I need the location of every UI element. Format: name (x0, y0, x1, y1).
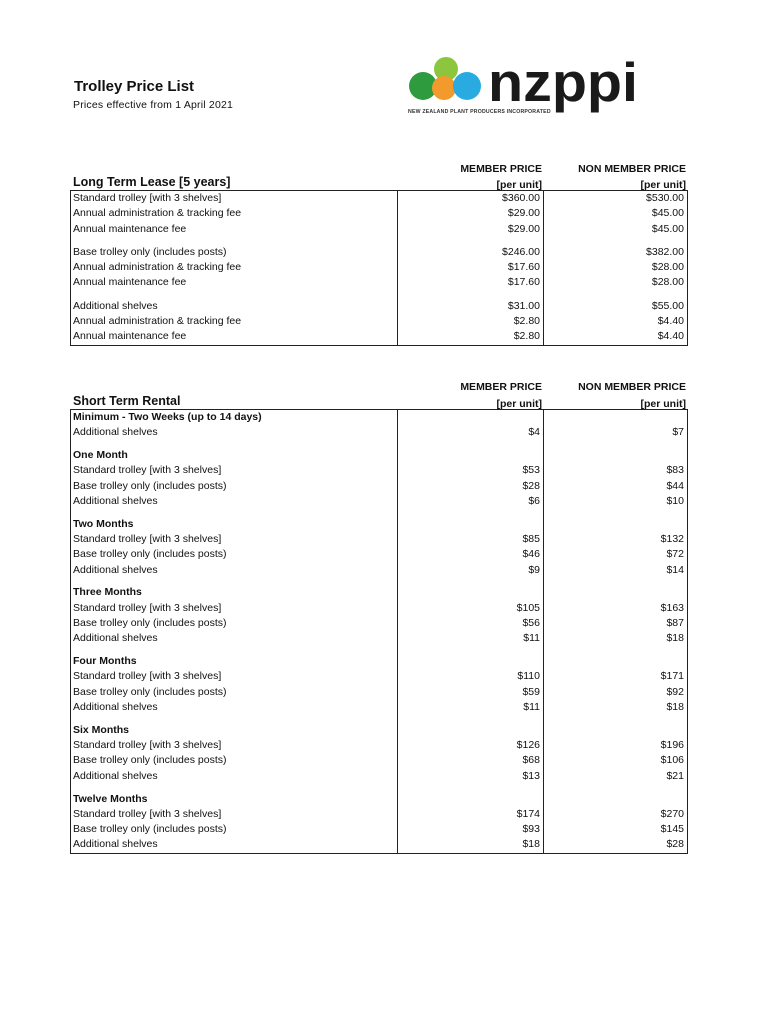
row-label: Annual maintenance fee (73, 276, 187, 289)
non-member-price: $45.00 (651, 207, 684, 220)
logo-wordmark: nzppi (488, 55, 638, 113)
group-heading-row (71, 448, 687, 463)
member-price: $28 (522, 479, 540, 492)
row-label: Additional shelves (73, 769, 158, 782)
table-row (71, 463, 687, 478)
non-member-price: $28.00 (651, 261, 684, 274)
lt-nonmember-header-label: NON MEMBER PRICE (578, 163, 686, 175)
lt-member-header (420, 161, 542, 193)
group-heading-row (71, 654, 687, 669)
page-title: Trolley Price List (74, 78, 195, 95)
row-label: Base trolley only (includes posts) (73, 754, 227, 767)
group-heading-row (71, 517, 687, 532)
table-row (71, 260, 687, 275)
row-label: Additional shelves (73, 299, 158, 312)
non-member-price: $196 (660, 739, 684, 752)
group-spacer (71, 578, 687, 586)
group-heading: One Month (73, 449, 128, 462)
st-nonmember-header (540, 379, 686, 412)
non-member-price: $87 (666, 617, 684, 630)
st-member-header-label: MEMBER PRICE (460, 381, 542, 393)
row-label: Additional shelves (73, 426, 158, 439)
group-spacer (71, 291, 687, 299)
row-label: Annual administration & tracking fee (73, 315, 242, 328)
row-label: Standard trolley [with 3 shelves] (73, 464, 222, 477)
table-row (71, 532, 687, 547)
row-label: Standard trolley [with 3 shelves] (73, 533, 222, 546)
table-row (71, 299, 687, 314)
table-row (71, 822, 687, 837)
member-price: $29.00 (507, 207, 540, 220)
table-row (71, 616, 687, 631)
group-heading: Minimum - Two Weeks (up to 14 days) (73, 411, 262, 423)
row-label: Standard trolley [with 3 shelves] (73, 192, 222, 204)
row-label: Annual administration & tracking fee (73, 207, 242, 220)
non-member-price: $55.00 (651, 299, 684, 312)
member-price: $6 (528, 494, 540, 507)
short-term-title: Short Term Rental (73, 394, 181, 408)
long-term-rows (71, 191, 687, 345)
lt-nonmember-header-unit: [per unit] (640, 179, 686, 191)
short-term-table (70, 409, 688, 854)
row-label: Additional shelves (73, 632, 158, 645)
row-label: Base trolley only (includes posts) (73, 548, 227, 561)
non-member-price: $4.40 (657, 330, 684, 343)
non-member-price: $45.00 (651, 222, 684, 235)
table-row (71, 601, 687, 616)
member-price: $105 (516, 601, 540, 614)
member-price: $46 (522, 548, 540, 561)
member-price: $2.80 (513, 330, 540, 343)
table-row (71, 494, 687, 509)
member-price: $17.60 (507, 276, 540, 289)
member-price: $85 (522, 533, 540, 546)
st-member-header-unit: [per unit] (496, 398, 542, 410)
non-member-price: $171 (660, 670, 684, 683)
st-nonmember-header-label: NON MEMBER PRICE (578, 381, 686, 393)
lt-member-header-unit: [per unit] (496, 179, 542, 191)
short-term-rows (71, 410, 687, 853)
member-price: $110 (517, 670, 540, 683)
non-member-price: $18 (666, 701, 684, 714)
table-row (71, 685, 687, 700)
non-member-price: $7 (672, 426, 684, 439)
non-member-price: $10 (666, 494, 684, 507)
member-price: $17.60 (507, 261, 540, 274)
member-price: $31.00 (507, 299, 540, 312)
group-heading-row (71, 792, 687, 807)
group-spacer (71, 237, 687, 245)
group-heading-row (71, 723, 687, 738)
member-price: $53 (522, 464, 540, 477)
non-member-price: $4.40 (657, 315, 684, 328)
row-label: Additional shelves (73, 494, 158, 507)
non-member-price: $106 (660, 754, 684, 767)
long-term-table (70, 190, 688, 346)
row-label: Additional shelves (73, 701, 158, 714)
member-price: $29.00 (507, 222, 540, 235)
table-row (71, 753, 687, 768)
row-label: Standard trolley [with 3 shelves] (73, 601, 222, 614)
table-row (71, 425, 687, 440)
table-row (71, 807, 687, 822)
logo-circle-orange (432, 76, 456, 100)
table-row (71, 479, 687, 494)
st-member-header (420, 379, 542, 412)
group-heading: Twelve Months (73, 792, 148, 805)
row-label: Standard trolley [with 3 shelves] (73, 670, 222, 683)
table-row (71, 738, 687, 753)
member-price: $68 (522, 754, 540, 767)
logo-tagline: NEW ZEALAND PLANT PRODUCERS INCORPORATED (408, 109, 551, 115)
non-member-price: $21 (666, 769, 684, 782)
member-price: $11 (523, 701, 540, 714)
row-label: Additional shelves (73, 838, 158, 851)
non-member-price: $163 (660, 601, 684, 614)
table-row (71, 191, 687, 206)
non-member-price: $270 (660, 807, 684, 820)
non-member-price: $382.00 (646, 245, 684, 258)
member-price: $11 (523, 632, 540, 645)
group-heading: Six Months (73, 723, 130, 736)
group-spacer (71, 441, 687, 449)
logo-circle-blue (453, 72, 481, 100)
group-heading: Three Months (73, 586, 142, 599)
lt-member-header-label: MEMBER PRICE (460, 163, 542, 175)
non-member-price: $28.00 (651, 276, 684, 289)
page-subtitle: Prices effective from 1 April 2021 (73, 99, 234, 111)
table-row (71, 837, 687, 852)
group-spacer (71, 784, 687, 792)
group-spacer (71, 647, 687, 655)
member-price: $13 (522, 769, 540, 782)
non-member-price: $72 (666, 548, 684, 561)
non-member-price: $132 (660, 533, 684, 546)
table-row (71, 700, 687, 715)
st-nonmember-header-unit: [per unit] (640, 398, 686, 410)
group-heading-row (71, 410, 687, 425)
table-row (71, 206, 687, 221)
row-label: Annual maintenance fee (73, 330, 187, 343)
table-row (71, 769, 687, 784)
non-member-price: $83 (666, 464, 684, 477)
row-label: Base trolley only (includes posts) (73, 617, 227, 630)
group-spacer (71, 509, 687, 517)
member-price: $4 (528, 426, 540, 439)
row-label: Base trolley only (includes posts) (73, 479, 227, 492)
member-price: $18 (522, 838, 540, 851)
non-member-price: $28 (666, 838, 684, 851)
row-label: Base trolley only (includes posts) (73, 245, 227, 258)
non-member-price: $44 (666, 479, 684, 492)
row-label: Annual maintenance fee (73, 222, 187, 235)
group-spacer (71, 715, 687, 723)
row-label: Annual administration & tracking fee (73, 261, 242, 274)
non-member-price: $14 (666, 563, 684, 576)
table-row (71, 222, 687, 237)
member-price: $93 (522, 823, 540, 836)
row-label: Standard trolley [with 3 shelves] (73, 807, 222, 820)
non-member-price: $145 (660, 823, 684, 836)
member-price: $59 (522, 685, 540, 698)
row-label: Additional shelves (73, 563, 158, 576)
group-heading-row (71, 585, 687, 600)
member-price: $174 (516, 807, 540, 820)
group-heading: Two Months (73, 517, 134, 530)
row-label: Base trolley only (includes posts) (73, 685, 227, 698)
member-price: $360.00 (502, 192, 540, 204)
member-price: $246.00 (502, 245, 540, 258)
lt-nonmember-header (540, 161, 686, 193)
table-row (71, 631, 687, 646)
table-row (71, 275, 687, 290)
group-heading: Four Months (73, 655, 137, 668)
row-label: Base trolley only (includes posts) (73, 823, 227, 836)
table-row (71, 329, 687, 344)
table-row (71, 563, 687, 578)
member-price: $56 (522, 617, 540, 630)
table-row (71, 314, 687, 329)
member-price: $2.80 (513, 315, 540, 328)
member-price: $9 (528, 563, 540, 576)
non-member-price: $92 (666, 685, 684, 698)
non-member-price: $18 (666, 632, 684, 645)
member-price: $126 (516, 739, 540, 752)
non-member-price: $530.00 (646, 192, 684, 204)
table-row (71, 547, 687, 562)
table-row (71, 669, 687, 684)
row-label: Standard trolley [with 3 shelves] (73, 739, 222, 752)
long-term-title: Long Term Lease [5 years] (73, 175, 231, 189)
table-row (71, 245, 687, 260)
